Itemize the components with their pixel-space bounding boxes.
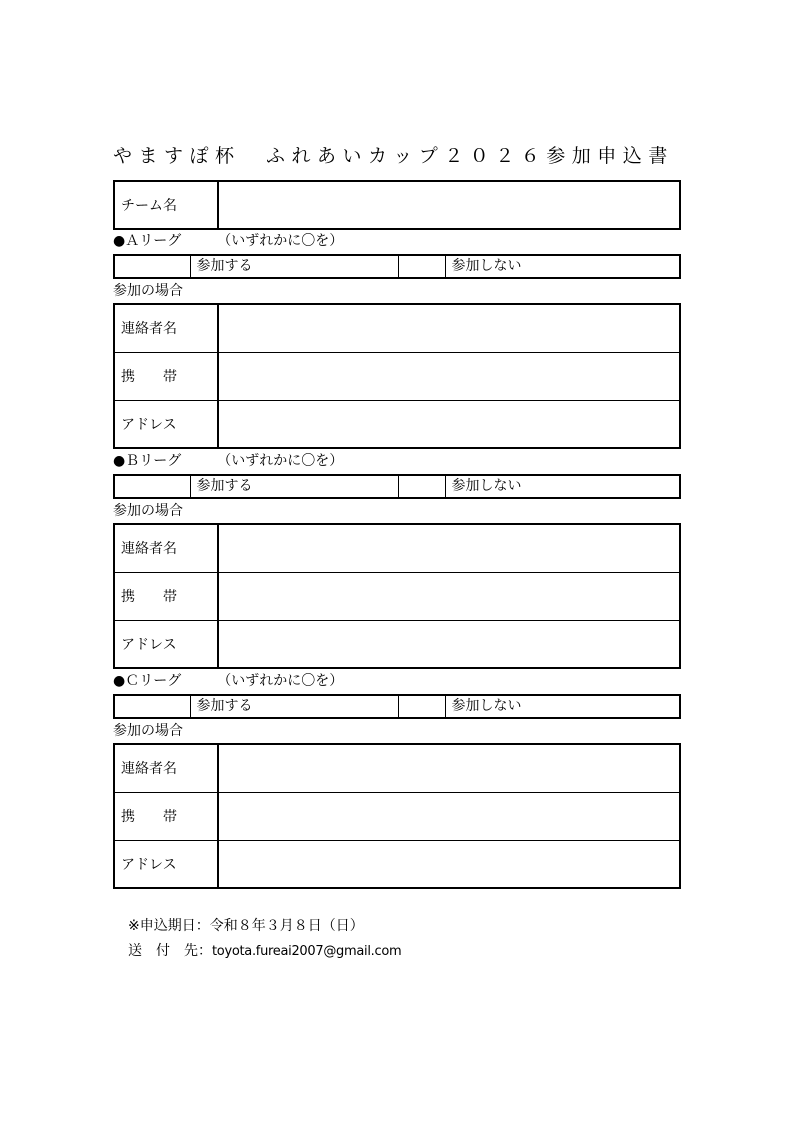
league-b-not-join-mark[interactable] xyxy=(398,475,445,498)
league-b-phone-field[interactable] xyxy=(218,572,680,620)
league-c-phone-label: 携 帯 xyxy=(114,792,218,840)
league-c-address-field[interactable] xyxy=(218,840,680,888)
league-b-choice-table xyxy=(113,474,681,499)
league-b-note: （いずれかに〇を） xyxy=(217,453,344,469)
league-b-join-label: 参加する xyxy=(190,475,398,498)
league-c-case-label: 参加の場合 xyxy=(113,723,183,739)
league-b-contact-name-label: 連絡者名 xyxy=(114,524,218,572)
league-a-case-label: 参加の場合 xyxy=(113,283,183,299)
team-table xyxy=(113,180,681,230)
team-name-label: チーム名 xyxy=(114,181,218,229)
send-to-label: 送 付 先： xyxy=(128,943,212,959)
league-a-not-join-label: 参加しない xyxy=(445,255,680,278)
league-b-address-field[interactable] xyxy=(218,620,680,668)
league-c-contact-table xyxy=(113,743,681,889)
form-title: やますぽ杯 ふれあいカップ２０２６参加申込書 xyxy=(113,145,674,167)
league-c-join-label: 参加する xyxy=(190,695,398,718)
league-a-join-label: 参加する xyxy=(190,255,398,278)
league-b-contact-name-field[interactable] xyxy=(218,524,680,572)
league-b-address-label: アドレス xyxy=(114,620,218,668)
league-c-not-join-label: 参加しない xyxy=(445,695,680,718)
league-a-phone-field[interactable] xyxy=(218,352,680,400)
team-name-field[interactable] xyxy=(218,181,680,229)
deadline-text: ※申込期日：令和８年３月８日（日） xyxy=(128,918,364,934)
league-c-heading xyxy=(113,672,343,690)
league-c-join-mark[interactable] xyxy=(114,695,190,718)
league-a-choice-table xyxy=(113,254,681,279)
league-b-case-label: 参加の場合 xyxy=(113,503,183,519)
league-a-address-field[interactable] xyxy=(218,400,680,448)
league-a-contact-name-field[interactable] xyxy=(218,304,680,352)
league-a-contact-table xyxy=(113,303,681,449)
league-a-title: ●Ａリーグ xyxy=(113,233,182,249)
league-b-title: ●Ｂリーグ xyxy=(113,453,182,469)
league-c-contact-name-field[interactable] xyxy=(218,744,680,792)
league-a-not-join-mark[interactable] xyxy=(398,255,445,278)
league-c-title: ●Ｃリーグ xyxy=(113,673,182,689)
league-a-address-label: アドレス xyxy=(114,400,218,448)
league-c-contact-name-label: 連絡者名 xyxy=(114,744,218,792)
league-a-contact-name-label: 連絡者名 xyxy=(114,304,218,352)
league-a-join-mark[interactable] xyxy=(114,255,190,278)
league-a-phone-label: 携 帯 xyxy=(114,352,218,400)
league-c-note: （いずれかに〇を） xyxy=(217,673,344,689)
league-a-heading xyxy=(113,232,343,250)
league-b-not-join-label: 参加しない xyxy=(445,475,680,498)
league-a-note: （いずれかに〇を） xyxy=(217,233,344,249)
league-b-phone-label: 携 帯 xyxy=(114,572,218,620)
league-c-phone-field[interactable] xyxy=(218,792,680,840)
league-b-heading xyxy=(113,452,343,470)
send-to-email: toyota.fureai2007@gmail.com xyxy=(212,944,402,959)
league-b-contact-table xyxy=(113,523,681,669)
league-b-join-mark[interactable] xyxy=(114,475,190,498)
send-to-line xyxy=(128,942,401,961)
league-c-choice-table xyxy=(113,694,681,719)
league-c-address-label: アドレス xyxy=(114,840,218,888)
league-c-not-join-mark[interactable] xyxy=(398,695,445,718)
